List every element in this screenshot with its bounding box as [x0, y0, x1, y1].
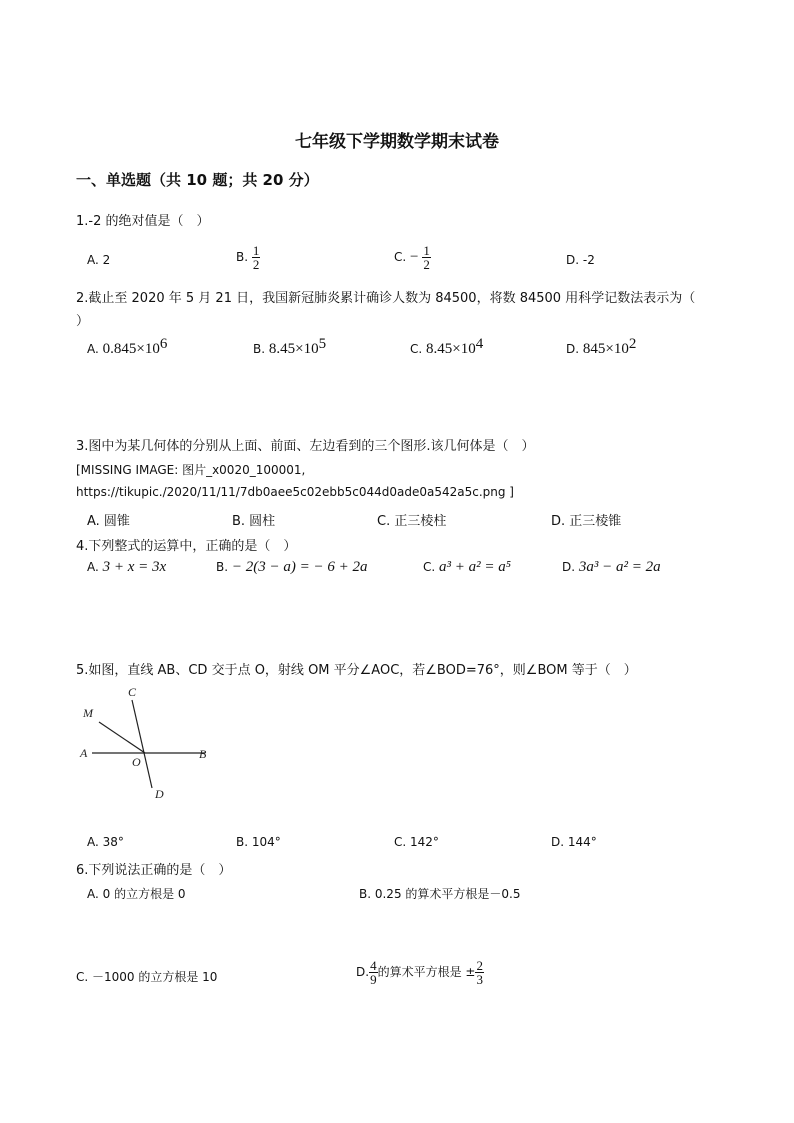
option-label: D.	[562, 560, 576, 574]
option-b: B. 圆柱	[232, 514, 276, 529]
option-b	[236, 244, 260, 271]
question-stem-continued: ）	[76, 314, 90, 329]
option-label: A.	[87, 342, 99, 356]
option-c	[410, 336, 483, 358]
geometry-figure	[74, 684, 224, 804]
option-b	[216, 559, 367, 576]
denominator: 2	[252, 257, 260, 272]
fraction	[475, 959, 484, 986]
option-d	[566, 336, 636, 358]
option-c	[394, 244, 431, 271]
option-c: C. 正三棱柱	[377, 514, 447, 529]
option-label: C.	[410, 342, 423, 356]
option-a	[87, 336, 167, 358]
math-expression: 0.845×10	[102, 341, 160, 357]
denominator: 9	[370, 972, 377, 987]
option-b	[253, 336, 326, 358]
math-expression: 845×10	[582, 341, 629, 357]
line-cd	[132, 700, 152, 788]
option-label: B.	[253, 342, 266, 356]
option-d: D. -2	[566, 253, 595, 267]
label-b: B	[199, 747, 207, 761]
question-stem: 2.截止至 2020 年 5 月 21 日，我国新冠肺炎累计确诊人数为 84500，将数 84500 用科学记数法表示为（	[76, 291, 696, 306]
question-stem: 6.下列说法正确的是（ ）	[76, 863, 232, 878]
exponent: 6	[159, 336, 168, 352]
option-d: D. 正三棱锥	[551, 514, 622, 529]
option-c: C. 142°	[394, 835, 439, 849]
denominator: 3	[476, 972, 483, 987]
option-a: A. 0 的立方根是 0	[87, 887, 186, 901]
label-a: A	[80, 746, 88, 760]
fraction	[369, 959, 378, 986]
fraction	[252, 244, 261, 271]
question-stem: 5.如图，直线 AB、CD 交于点 O，射线 OM 平分∠AOC，若∠BOD=76°，则∠BOM 等于（ ）	[76, 663, 637, 678]
missing-image-url: https://tikupic./2020/11/11/7db0aee5c02ebb5c044d0ade0a542a5c.png ]	[76, 485, 514, 499]
math-expression: 8.45×10	[426, 341, 476, 357]
math-expression: a³ + a² = a⁵	[439, 559, 511, 575]
option-c	[423, 559, 511, 576]
question-stem: 3.图中为某几何体的分别从上面、前面、左边看到的三个图形.该几何体是（ ）	[76, 439, 535, 454]
numerator: 4	[370, 958, 377, 973]
minus-sign: −	[410, 249, 419, 265]
option-b: B. 0.25 的算术平方根是－0.5	[359, 887, 521, 901]
option-label: B.	[236, 250, 249, 264]
option-b: B. 104°	[236, 835, 281, 849]
label-c: C	[128, 685, 137, 699]
question-stem: 1.-2 的绝对值是（ ）	[76, 214, 210, 229]
question-stem: 4.下列整式的运算中，正确的是（ ）	[76, 539, 297, 554]
option-label: D.	[566, 342, 580, 356]
option-label: A.	[87, 560, 99, 574]
option-d	[562, 559, 661, 576]
option-d: D. 144°	[551, 835, 597, 849]
option-label: C.	[423, 560, 436, 574]
label-o: O	[132, 755, 141, 769]
section-heading: 一、单选题（共 10 题；共 20 分）	[76, 171, 319, 189]
option-label: D.	[356, 965, 370, 979]
missing-image-note: [MISSING IMAGE: 图片_x0020_100001,	[76, 463, 306, 477]
math-expression: 3a³ − a² = 2a	[578, 559, 661, 575]
option-d	[356, 959, 484, 986]
math-expression: 8.45×10	[268, 341, 319, 357]
option-c: C. －1000 的立方根是 10	[76, 970, 218, 984]
option-a: A. 38°	[87, 835, 124, 849]
math-expression: 3 + x = 3x	[102, 559, 167, 575]
option-a: A. 圆锥	[87, 514, 130, 529]
page-title: 七年级下学期数学期末试卷	[295, 132, 499, 152]
label-m: M	[83, 706, 93, 720]
option-a	[87, 559, 166, 576]
denominator: 2	[423, 257, 430, 272]
exponent: 4	[475, 336, 484, 352]
option-a: A. 2	[87, 253, 111, 267]
option-label: C.	[394, 250, 407, 264]
exponent: 5	[318, 336, 327, 352]
numerator: 2	[476, 958, 483, 973]
numerator: 1	[423, 243, 430, 258]
option-text: 的算术平方根是 ±	[377, 965, 476, 979]
exponent: 2	[628, 336, 637, 352]
fraction	[422, 244, 431, 271]
label-d: D	[155, 787, 164, 801]
math-expression: − 2(3 − a) = − 6 + 2a	[231, 559, 368, 575]
numerator: 1	[252, 243, 260, 258]
option-label: B.	[216, 560, 229, 574]
